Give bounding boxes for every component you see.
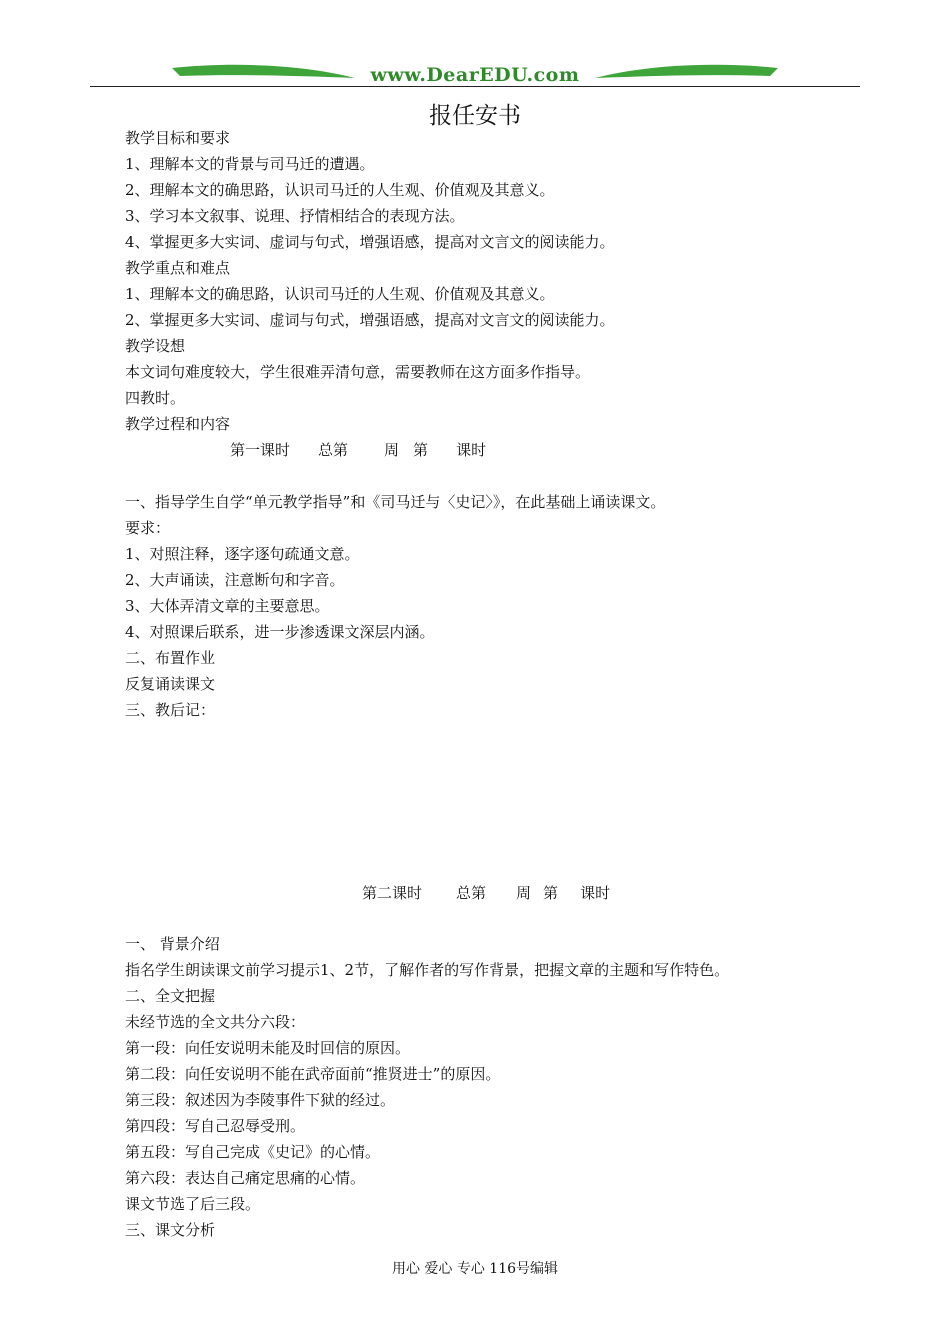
text-line: 3、学习本文叙事、说理、抒情相结合的表现方法。 — [125, 207, 465, 225]
text-line: 1、对照注释，逐字逐句疏通文意。 — [125, 545, 360, 563]
text-line: 二、全文把握 — [125, 987, 216, 1005]
text-line: 未经节选的全文共分六段： — [125, 1013, 306, 1031]
text-line: 三、教后记： — [125, 701, 216, 719]
text-line: 第一段：向任安说明未能及时回信的原因。 — [125, 1039, 411, 1057]
text-line: 2、理解本文的确思路，认识司马迁的人生观、价值观及其意义。 — [125, 181, 555, 199]
text-line: 教学过程和内容 — [125, 415, 231, 433]
text-line: 课文节选了后三段。 — [125, 1195, 261, 1213]
text-line: 本文词句难度较大，学生很难弄清句意，需要教师在这方面多作指导。 — [125, 363, 591, 381]
text-line: 反复诵读课文 — [125, 675, 216, 693]
text-line: 4、对照课后联系，进一步渗透课文深层内涵。 — [125, 623, 435, 641]
text-line: 指名学生朗读课文前学习提示1、2节，了解作者的写作背景，把握文章的主题和写作特色。 — [125, 961, 730, 979]
period-heading-2 — [362, 883, 610, 903]
text-line: 三、课文分析 — [125, 1221, 216, 1239]
period-name: 第一课时 — [230, 441, 291, 459]
text-line: 第五段：写自己完成《史记》的心情。 — [125, 1143, 381, 1161]
period-week: 周 — [516, 884, 532, 902]
text-line: 1、理解本文的确思路，认识司马迁的人生观、价值观及其意义。 — [125, 285, 555, 303]
text-line: 4、掌握更多大实词、虚词与句式，增强语感，提高对文言文的阅读能力。 — [125, 233, 615, 251]
period-lesson: 课时 — [456, 441, 487, 459]
text-line: 要求： — [125, 519, 171, 537]
text-line: 一、 背景介绍 — [125, 935, 220, 953]
text-line: 教学目标和要求 — [125, 129, 231, 147]
period-nth: 第 — [543, 884, 559, 902]
text-line: 第四段：写自己忍辱受刑。 — [125, 1117, 306, 1135]
text-line: 一、指导学生自学“单元教学指导”和《司马迁与〈史记〉》，在此基础上诵读课文。 — [125, 493, 666, 511]
text-line: 教学设想 — [125, 337, 186, 355]
text-line: 第三段：叙述因为李陵事件下狱的经过。 — [125, 1091, 396, 1109]
text-line: 四教时。 — [125, 389, 186, 407]
header-banner — [0, 0, 950, 100]
page-footer: 用心 爱心 专心 116号编辑 — [391, 1261, 559, 1277]
text-line: 教学重点和难点 — [125, 259, 231, 277]
text-line: 2、掌握更多大实词、虚词与句式，增强语感，提高对文言文的阅读能力。 — [125, 311, 615, 329]
text-line: 2、大声诵读，注意断句和字音。 — [125, 571, 345, 589]
text-line: 1、理解本文的背景与司马迁的遭遇。 — [125, 155, 375, 173]
text-line: 二、布置作业 — [125, 649, 216, 667]
document-title: 报任安书 — [429, 103, 521, 129]
period-lesson: 课时 — [580, 884, 611, 902]
period-heading-1 — [230, 440, 486, 460]
header-divider — [90, 86, 860, 87]
text-line: 3、大体弄清文章的主要意思。 — [125, 597, 330, 615]
text-line: 第二段：向任安说明不能在武帝面前“推贤进士”的原因。 — [125, 1065, 501, 1083]
text-line: 第六段：表达自己痛定思痛的心情。 — [125, 1169, 366, 1187]
site-logo: www.DearEDU.com — [370, 64, 580, 86]
period-total: 总第 — [456, 884, 487, 902]
period-name: 第二课时 — [362, 884, 423, 902]
period-week: 周 — [384, 441, 400, 459]
period-nth: 第 — [413, 441, 429, 459]
period-total: 总第 — [318, 441, 349, 459]
